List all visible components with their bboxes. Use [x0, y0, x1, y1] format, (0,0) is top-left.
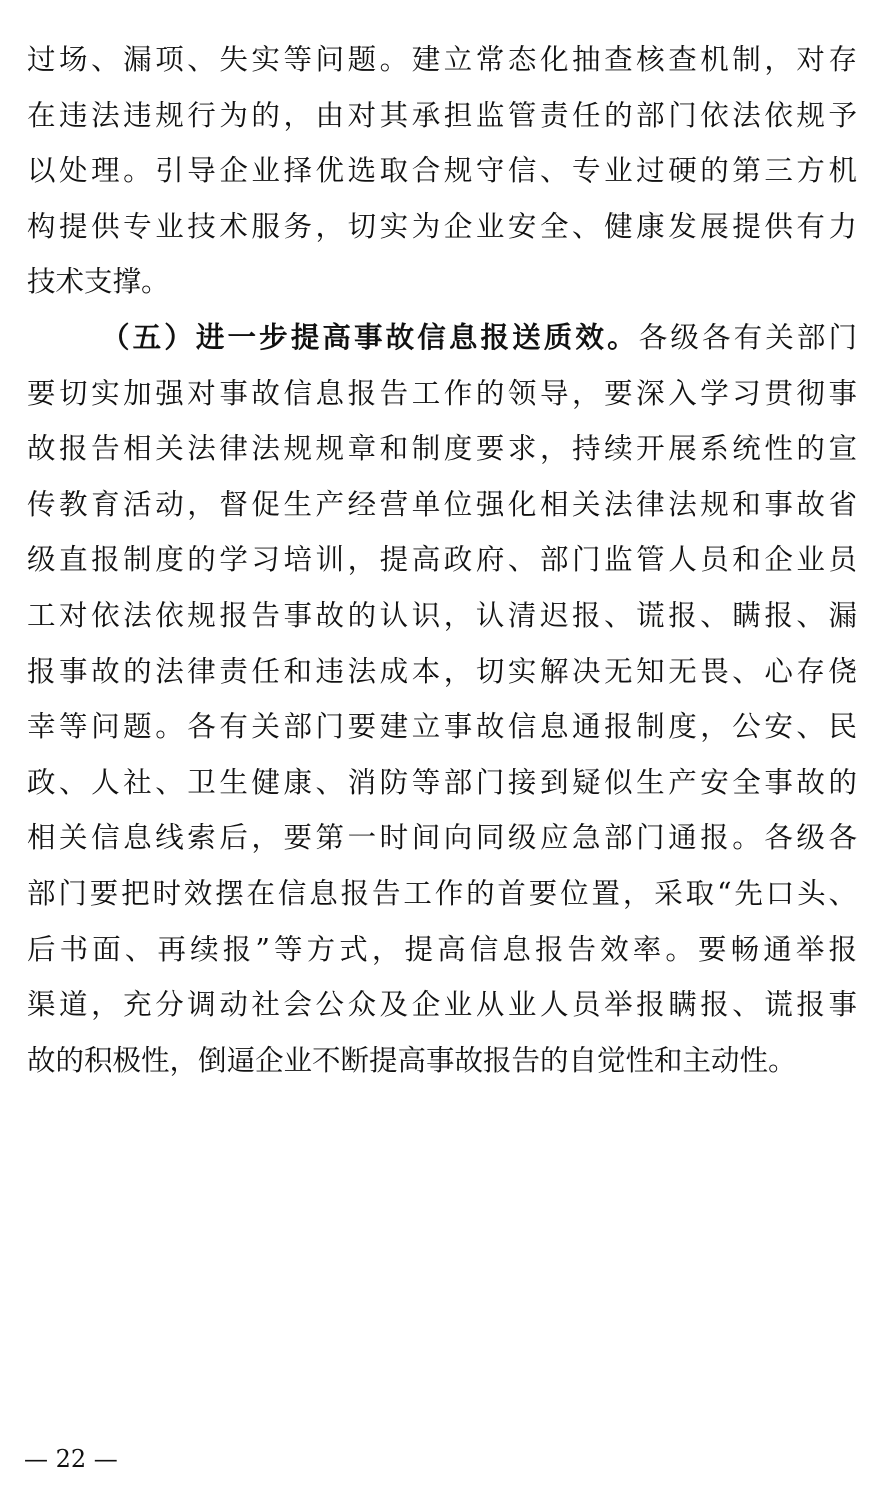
text-line: 后书面、再续报”等方式，提高信息报告效率。要畅通举报 [27, 932, 857, 966]
text-line: 幸等问题。各有关部门要建立事故信息通报制度，公安、民 [27, 710, 857, 744]
text-line: 故的积极性，倒逼企业不断提高事故报告的自觉性和主动性。 [27, 1043, 797, 1077]
text-line: 级直报制度的学习培训，提高政府、部门监管人员和企业员 [27, 543, 857, 577]
text-line: 相关信息线索后，要第一时间向同级应急部门通报。各级各 [27, 821, 857, 855]
text-line: 要切实加强对事故信息报告工作的领导，要深入学习贯彻事 [27, 376, 857, 410]
text-line: 报事故的法律责任和违法成本，切实解决无知无畏、心存侥 [27, 654, 857, 688]
text-line: 政、人社、卫生健康、消防等部门接到疑似生产安全事故的 [27, 765, 857, 799]
text-line: 故报告相关法律法规规章和制度要求，持续开展系统性的宣 [27, 432, 857, 466]
body-text [27, 32, 857, 1088]
text-line: 以处理。引导企业择优选取合规守信、专业过硬的第三方机 [27, 154, 857, 188]
text-line: 各级各有关部门 [638, 320, 857, 354]
page-number: — 22 — [24, 1445, 118, 1473]
text-line: 工对依法依规报告事故的认识，认清迟报、谎报、瞒报、漏 [27, 598, 857, 632]
text-line: 渠道，充分调动社会公众及企业从业人员举报瞒报、谎报事 [27, 988, 857, 1022]
text-line: 技术支撑。 [27, 265, 170, 299]
text-line: 过场、漏项、失实等问题。建立常态化抽查核查机制，对存 [27, 43, 857, 76]
text-line: 传教育活动，督促生产经营单位强化相关法律法规和事故省 [27, 487, 857, 521]
section-heading: （五）进一步提高事故信息报送质效。 [101, 319, 639, 354]
text-line: 构提供专业技术服务，切实为企业安全、健康发展提供有力 [27, 209, 857, 243]
text-line: 部门要把时效摆在信息报告工作的首要位置，采取“先口头、 [27, 876, 857, 910]
paragraph-first-line [27, 310, 857, 366]
text-line: 在违法违规行为的，由对其承担监管责任的部门依法依规予 [27, 98, 857, 132]
